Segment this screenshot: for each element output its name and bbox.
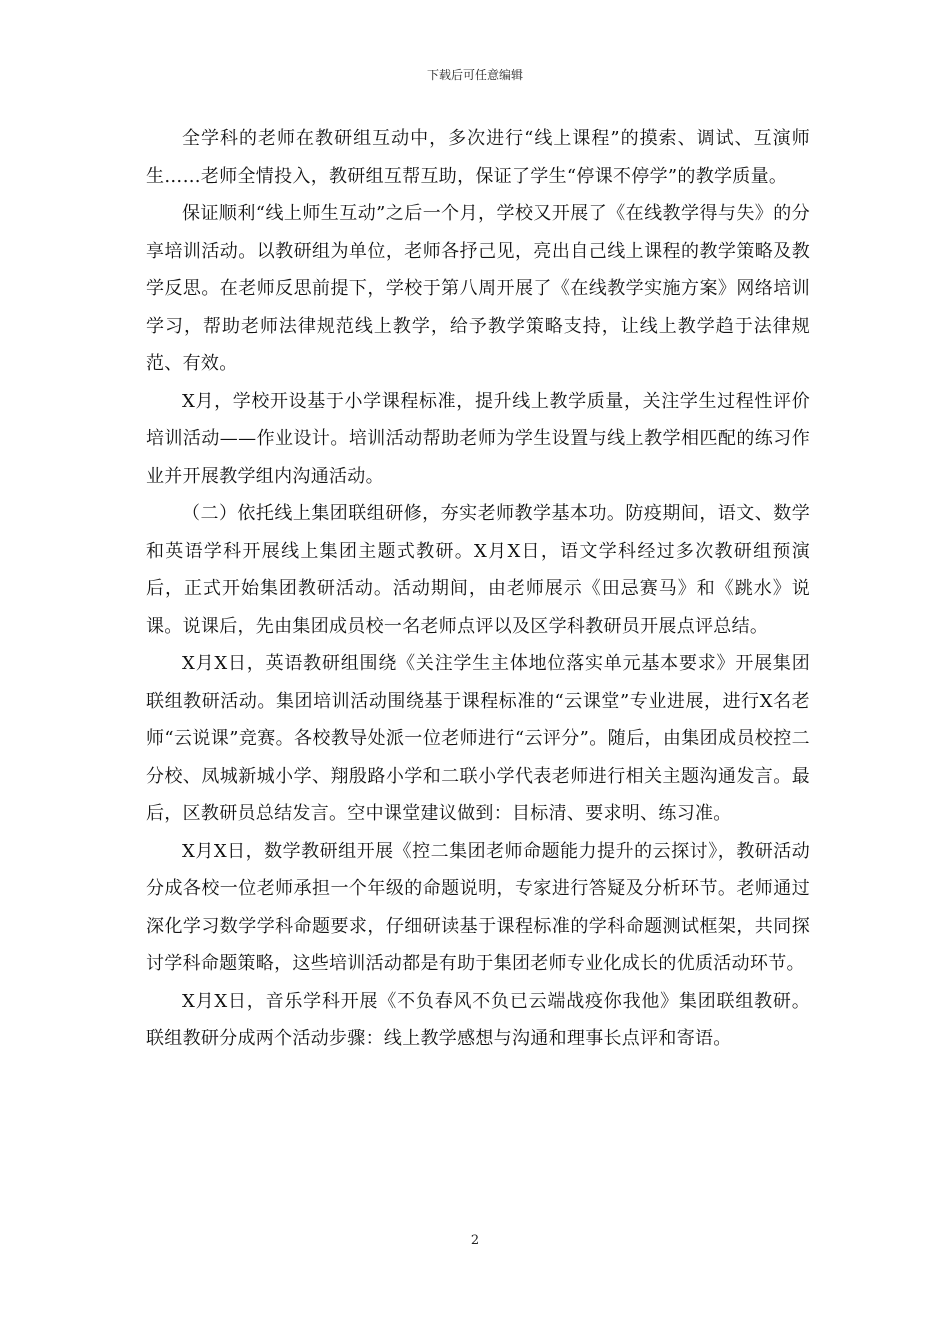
page-header: 下载后可任意编辑 — [426, 68, 523, 82]
paragraph: X月X日，数学教研组开展《控二集团老师命题能力提升的云探讨》，教研活动分成各校一位老师承担一个年级的命题说明，专家进行答疑及分析环节。老师通过深化学习数学学科命题要求，仔细研读基于课程标准的学科命题测试框架，共同探讨学科命题策略，这些培训活动都是有助于集团老师专业化成长的优质活动环节。 — [146, 840, 810, 974]
page-number: 2 — [470, 1233, 480, 1248]
paragraph: 全学科的老师在教研组互动中，多次进行“线上课程”的摸索、调试、互演师生……老师全情投入，教研组互帮互助，保证了学生“停课不停学”的教学质量。 — [146, 128, 810, 187]
paragraph: X月X日，音乐学科开展《不负春风不负已云端战疫你我他》集团联组教研。联组教研分成两个活动步骤：线上教学感想与沟通和理事长点评和寄语。 — [146, 990, 810, 1049]
paragraph: （二）依托线上集团联组研修，夯实老师教学基本功。防疫期间，语文、数学和英语学科开展线上集团主题式教研。X月X日，语文学科经过多次教研组预演后，正式开始集团教研活动。活动期间，由老师展示《田忌赛马》和《跳水》说课。说课后，先由集团成员校一名老师点评以及区学科教研员开展点评总结。 — [146, 503, 810, 637]
document-body — [146, 120, 810, 1058]
paragraph: X月，学校开设基于小学课程标准，提升线上教学质量，关注学生过程性评价培训活动——作业设计。培训活动帮助老师为学生设置与线上教学相匹配的练习作业并开展教学组内沟通活动。 — [146, 390, 810, 487]
paragraph: 保证顺利“线上师生互动”之后一个月，学校又开展了《在线教学得与失》的分享培训活动。以教研组为单位，老师各抒己见，亮出自己线上课程的教学策略及教学反思。在老师反思前提下，学校于第八周开展了《在线教学实施方案》网络培训学习，帮助老师法律规范线上教学，给予教学策略支持，让线上教学趋于法律规范、有效。 — [146, 203, 810, 374]
paragraph: X月X日，英语教研组围绕《关注学生主体地位落实单元基本要求》开展集团联组教研活动。集团培训活动围绕基于课程标准的“云课堂”专业进展，进行X名老师“云说课”竞赛。各校教导处派一位老师进行“云评分”。随后，由集团成员校控二分校、凤城新城小学、翔殷路小学和二联小学代表老师进行相关主题沟通发言。最后，区教研员总结发言。空中课堂建议做到：目标清、要求明、练习准。 — [146, 653, 810, 824]
